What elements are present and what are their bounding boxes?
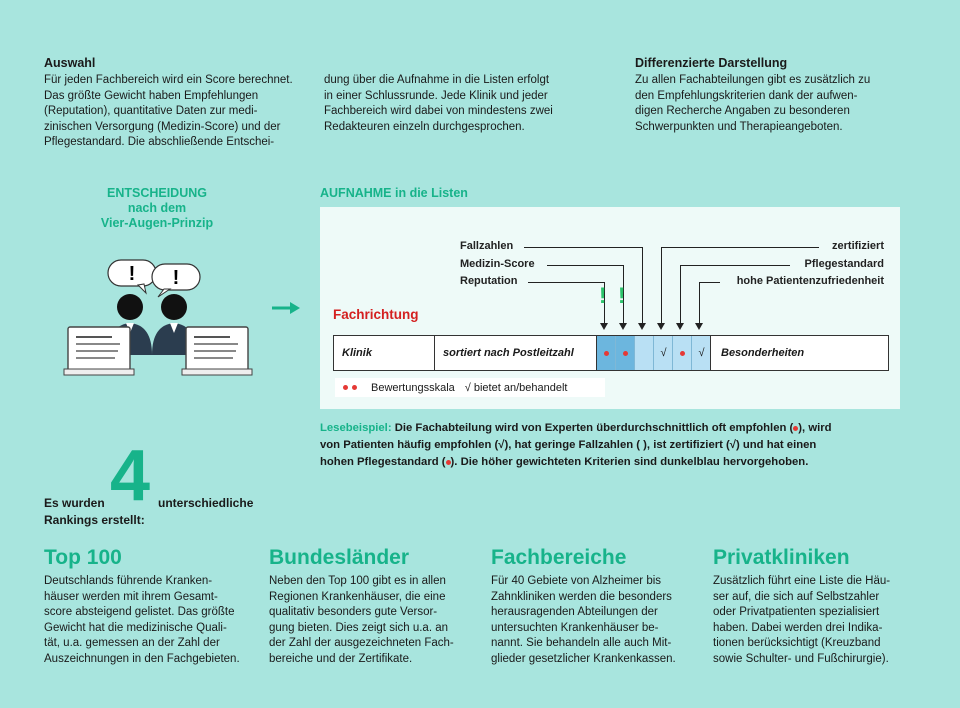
marker-zufriedenheit: √ xyxy=(691,336,711,370)
label-pflegestandard: Pflegestandard xyxy=(804,258,884,270)
arrow-down-icon xyxy=(695,323,703,330)
speech-bubble-icon xyxy=(152,264,200,297)
red-dot-icon xyxy=(352,385,357,390)
diff-text: Zu allen Fachabteilungen gibt es zusätzlich zu den Empfehlungskriterien dank der aufwen- digen Recherche Angaben zu besonderen Schwerpunkten und Therapieangeboten. xyxy=(635,74,871,133)
intro-col1: Für jeden Fachbereich wird ein Score berechnet. Das größte Gewicht haben Empfehlungen (Reputation), quantitative Daten zur medi- zinischen Versorgung (Medizin-Score) und der Pflegestandard. Die abschließende Entschei- xyxy=(44,74,293,149)
count-number: 4 xyxy=(110,436,151,516)
leader-medizin xyxy=(547,265,623,266)
red-dot-icon xyxy=(604,351,609,356)
cell-besonderheiten: Besonderheiten xyxy=(710,336,888,370)
marker-fallzahlen xyxy=(634,336,654,370)
arrow-down-icon xyxy=(619,323,627,330)
cell-sortierung: sortiert nach Postleitzahl xyxy=(434,336,596,370)
legend xyxy=(335,378,605,397)
leader-zufriedenheit xyxy=(699,282,720,283)
leader-pflegestandard xyxy=(680,265,790,266)
label-patientenzufriedenheit: hohe Patientenzufriedenheit xyxy=(736,275,884,287)
leader-pflegestandard-down xyxy=(680,265,681,323)
marker-medizin xyxy=(615,336,635,370)
laptop-icon xyxy=(182,327,252,375)
marker-zertifiziert: √ xyxy=(653,336,673,370)
exclamation-icon: ! xyxy=(618,283,626,308)
diff-heading: Differenzierte Darstellung xyxy=(635,56,788,70)
exclamation-icon: ! xyxy=(599,283,607,308)
leader-zertifiziert xyxy=(661,247,819,248)
marker-pflegestandard xyxy=(672,336,692,370)
label-zertifiziert: zertifiziert xyxy=(832,240,884,252)
legend-scale: Bewertungsskala xyxy=(371,381,455,394)
arrow-right-icon xyxy=(272,300,302,316)
cell-klinik: Klinik xyxy=(342,347,372,359)
category-fachbereiche: Fachbereiche Für 40 Gebiete von Alzheimer bis Zahnkliniken werden die besonders herausragenden Abteilungen der untersuchten Krankenhäuser be- nannt. Sie behandeln alle auch Mit- glieder gesetzlicher Krankenkassen. xyxy=(491,546,676,665)
svg-text:!: ! xyxy=(172,267,180,289)
leader-fallzahlen-down xyxy=(642,247,643,323)
intro-col2: dung über die Aufnahme in die Listen erfolgt in einer Schlussrunde. Jede Klinik und jeder Fachbereich wird dabei von mindestens zwei Redakteuren einzeln durchgesprochen. xyxy=(324,74,553,133)
leader-zufriedenheit-down xyxy=(699,282,700,323)
svg-text:!: ! xyxy=(128,263,136,285)
marker-reputation xyxy=(596,336,616,370)
leader-fallzahlen xyxy=(524,247,642,248)
red-dot-icon xyxy=(623,351,628,356)
count-prefix: Es wurden xyxy=(44,496,105,510)
category-top100: Top 100 Deutschlands führende Kranken- häuser werden mit ihrem Gesamt- score absteigend gelistet. Das größte Gewicht hat die medizinische Quali- tät, u.a. gemessen an der Zahl der Auszeichnungen in den Fachgebieten. xyxy=(44,546,240,665)
arrow-down-icon xyxy=(600,323,608,330)
leader-reputation xyxy=(528,282,604,283)
red-dot-icon xyxy=(680,351,685,356)
count-line2: Rankings erstellt: xyxy=(44,513,145,527)
speech-bubble-icon xyxy=(108,260,156,293)
red-dot-icon xyxy=(343,385,348,390)
listing-panel xyxy=(320,207,900,409)
arrow-down-icon xyxy=(638,323,646,330)
arrow-down-icon xyxy=(657,323,665,330)
intro-heading: Auswahl xyxy=(44,56,96,70)
legend-check: √ bietet an/behandelt xyxy=(464,381,568,394)
label-fallzahlen: Fallzahlen xyxy=(460,240,514,252)
listing-title: AUFNAHME in die Listen xyxy=(320,186,468,200)
lesebeispiel: Lesebeispiel: Die Fachabteilung wird von Experten überdurchschnittlich oft empfohlen ( ), wird von Patienten häufig empfohlen (√), hat geringe Fallzahlen ( ), ist zertifiziert (√) und hat einen hohen Pflegestandard ( ). Die höher gewichteten Kriterien sind dunkelblau hervorgehoben. xyxy=(320,422,832,468)
category-privatkliniken: Privatkliniken Zusätzlich führt eine Liste die Häu- ser auf, die sich auf Selbstzahler oder Privatpatienten spezialisiert haben. Dabei werden drei Indika- tionen berücksichtigt (Kreuzband sowie Schulter- und Fußchirurgie). xyxy=(713,546,891,665)
ranking-row xyxy=(333,335,889,371)
count-suffix: unterschiedliche xyxy=(158,496,254,510)
fachrichtung-label: Fachrichtung xyxy=(333,307,419,322)
category-bundeslaender: Bundesländer Neben den Top 100 gibt es in allen Regionen Krankenhäuser, die eine qualitativ besonders gute Versor- gung bieten. Dies zeigt sich u.a. an der Zahl der ausgezeichneten Fach- bereiche und der Zertifikate. xyxy=(269,546,454,665)
four-eyes-illustration xyxy=(60,255,260,380)
label-medizin-score: Medizin-Score xyxy=(460,258,535,270)
label-reputation: Reputation xyxy=(460,275,518,287)
arrow-down-icon xyxy=(676,323,684,330)
leader-zertifiziert-down xyxy=(661,247,662,323)
decision-heading: ENTSCHEIDUNG nach dem Vier-Augen-Prinzip xyxy=(100,186,214,230)
laptop-icon xyxy=(64,327,134,375)
